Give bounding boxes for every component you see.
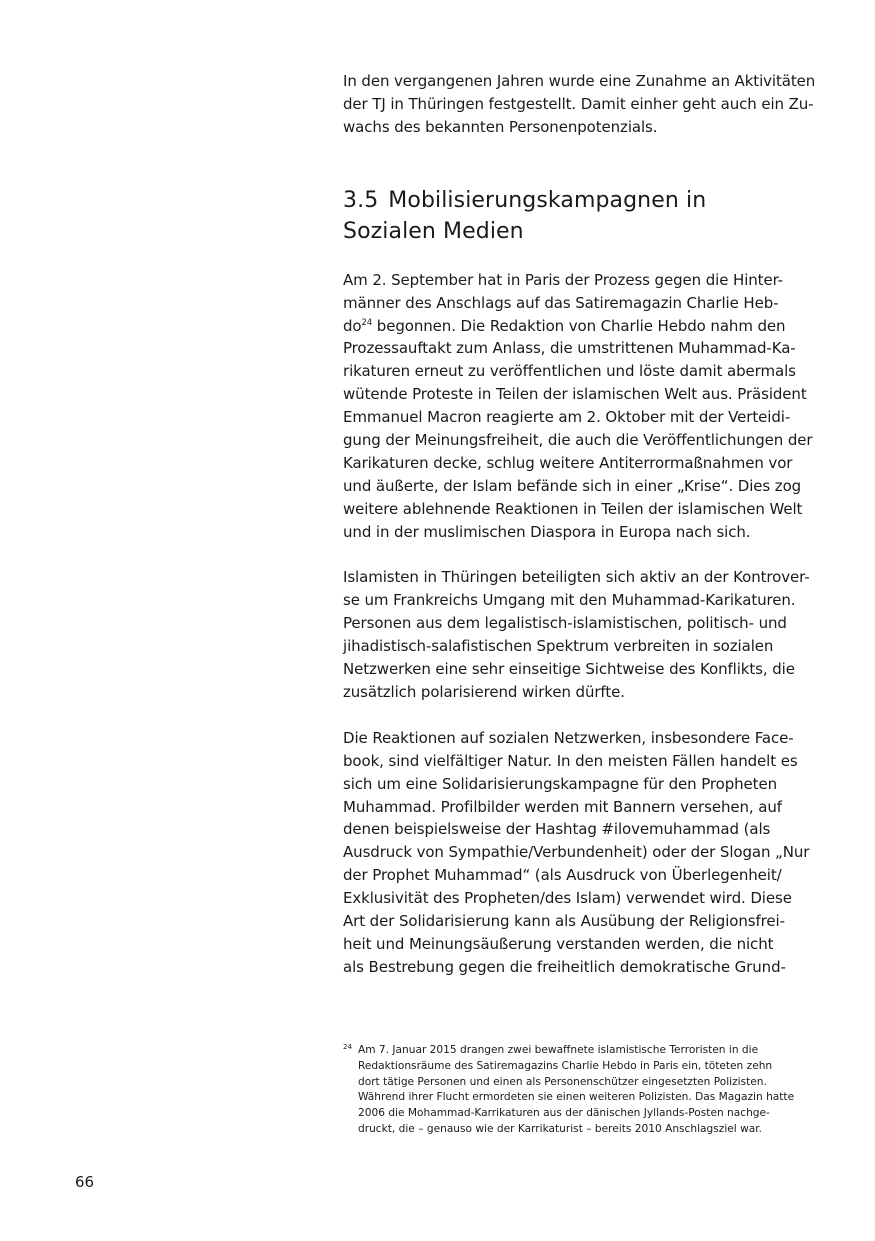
main-text-column bbox=[343, 70, 816, 979]
text-line: der TJ in Thüringen festgestellt. Damit einher geht auch ein Zu- bbox=[343, 94, 814, 113]
section-title-part-1: Mobilisierungskampagnen in bbox=[388, 187, 707, 213]
text-line: als Bestrebung gegen die freiheitlich demokratische Grund- bbox=[343, 957, 786, 976]
text-line: und in der muslimischen Diaspora in Europa nach sich. bbox=[343, 522, 751, 541]
footnote-text bbox=[358, 1043, 813, 1138]
text-line: der Prophet Muhammad“ (als Ausdruck von Überlegenheit/ bbox=[343, 866, 782, 885]
text-line: Prozessauftakt zum Anlass, die umstrittenen Muhammad-Ka- bbox=[343, 339, 796, 358]
text-line: Muhammad. Profilbilder werden mit Bannern versehen, auf bbox=[343, 797, 782, 816]
text-line: männer des Anschlags auf das Satiremagazin Charlie Heb- bbox=[343, 293, 779, 312]
spacer bbox=[343, 544, 813, 567]
footnote-line: druckt, die – genauso wie der Karrikaturist – bereits 2010 Anschlagsziel war. bbox=[358, 1122, 763, 1135]
text-line: Art der Solidarisierung kann als Ausübung der Religionsfrei- bbox=[343, 912, 785, 931]
text-line: wütende Proteste in Teilen der islamischen Welt aus. Präsident bbox=[343, 385, 807, 404]
text-line: Netzwerken eine sehr einseitige Sichtweise des Konflikts, die bbox=[343, 660, 795, 679]
text-line: In den vergangenen Jahren wurde eine Zunahme an Aktivitäten bbox=[343, 72, 816, 90]
footnote-line: Während ihrer Flucht ermordeten sie einen weiteren Polizisten. Das Magazin hatte bbox=[358, 1091, 795, 1104]
footnote-line: 2006 die Mohammad-Karrikaturen aus der dänischen Jyllands-Posten nachge- bbox=[358, 1107, 770, 1120]
text-line: book, sind vielfältiger Natur. In den meisten Fällen handelt es bbox=[343, 751, 798, 770]
paragraph-1 bbox=[343, 269, 813, 544]
text-fragment: begonnen. Die Redaktion von Charlie Hebdo nahm den bbox=[372, 316, 786, 335]
text-line: heit und Meinungsäußerung verstanden werden, die nicht bbox=[343, 934, 774, 953]
section-heading-line-1 bbox=[343, 185, 813, 216]
text-line: Am 2. September hat in Paris der Prozess gegen die Hinter- bbox=[343, 270, 783, 289]
text-line: weitere ablehnende Reaktionen in Teilen der islamischen Welt bbox=[343, 499, 803, 518]
text-line: rikaturen erneut zu veröffentlichen und löste damit abermals bbox=[343, 362, 796, 381]
text-line: Personen aus dem legalistisch-islamistischen, politisch- und bbox=[343, 614, 787, 633]
text-line: sich um eine Solidarisierungskampagne für den Propheten bbox=[343, 774, 777, 793]
paragraph-3 bbox=[343, 727, 813, 979]
section-number: 3.5 bbox=[343, 187, 379, 213]
footnote-marker: 24 bbox=[343, 1043, 352, 1051]
footnote-reference[interactable]: 24 bbox=[361, 317, 373, 328]
text-line: Karikaturen decke, schlug weitere Antiterrormaßnahmen vor bbox=[343, 453, 793, 472]
footnote bbox=[343, 1043, 813, 1138]
text-line: Emmanuel Macron reagierte am 2. Oktober mit der Verteidi- bbox=[343, 408, 791, 427]
text-line: se um Frankreichs Umgang mit den Muhammad-Karikaturen. bbox=[343, 591, 796, 610]
spacer bbox=[343, 247, 813, 269]
text-line: gung der Meinungsfreiheit, die auch die Veröffentlichungen der bbox=[343, 431, 813, 450]
footnote-line: Am 7. Januar 2015 drangen zwei bewaffnete islamistische Terroristen in die bbox=[358, 1044, 759, 1056]
paragraph-2 bbox=[343, 566, 813, 703]
section-title-part-2: Sozialen Medien bbox=[343, 218, 524, 244]
text-line: denen beispielsweise der Hashtag #ilovemuhammad (als bbox=[343, 820, 771, 839]
footnote-line: Redaktionsräume des Satiremagazins Charlie Hebdo in Paris ein, töteten zehn bbox=[358, 1059, 773, 1072]
footnote-line: dort tätige Personen und einen als Personenschützer eingesetzten Polizisten. bbox=[358, 1075, 767, 1088]
intro-paragraph bbox=[343, 70, 816, 139]
text-line: wachs des bekannten Personenpotenzials. bbox=[343, 117, 658, 136]
text-line: jihadistisch-salafistischen Spektrum verbreiten in sozialen bbox=[343, 637, 774, 656]
text-line: Ausdruck von Sympathie/Verbundenheit) oder der Slogan „Nur bbox=[343, 843, 810, 862]
text-line: Exklusivität des Propheten/des Islam) verwendet wird. Diese bbox=[343, 889, 792, 908]
text-line-with-footnote bbox=[343, 315, 813, 338]
text-fragment: do bbox=[343, 316, 362, 335]
page-number: 66 bbox=[75, 1173, 95, 1191]
text-line: zusätzlich polarisierend wirken dürfte. bbox=[343, 683, 625, 702]
text-line: Die Reaktionen auf sozialen Netzwerken, insbesondere Face- bbox=[343, 728, 794, 747]
text-line: Islamisten in Thüringen beteiligten sich aktiv an der Kontrover- bbox=[343, 568, 810, 587]
section-heading bbox=[343, 185, 813, 247]
text-line: und äußerte, der Islam befände sich in einer „Krise“. Dies zog bbox=[343, 476, 802, 495]
spacer bbox=[343, 704, 813, 727]
